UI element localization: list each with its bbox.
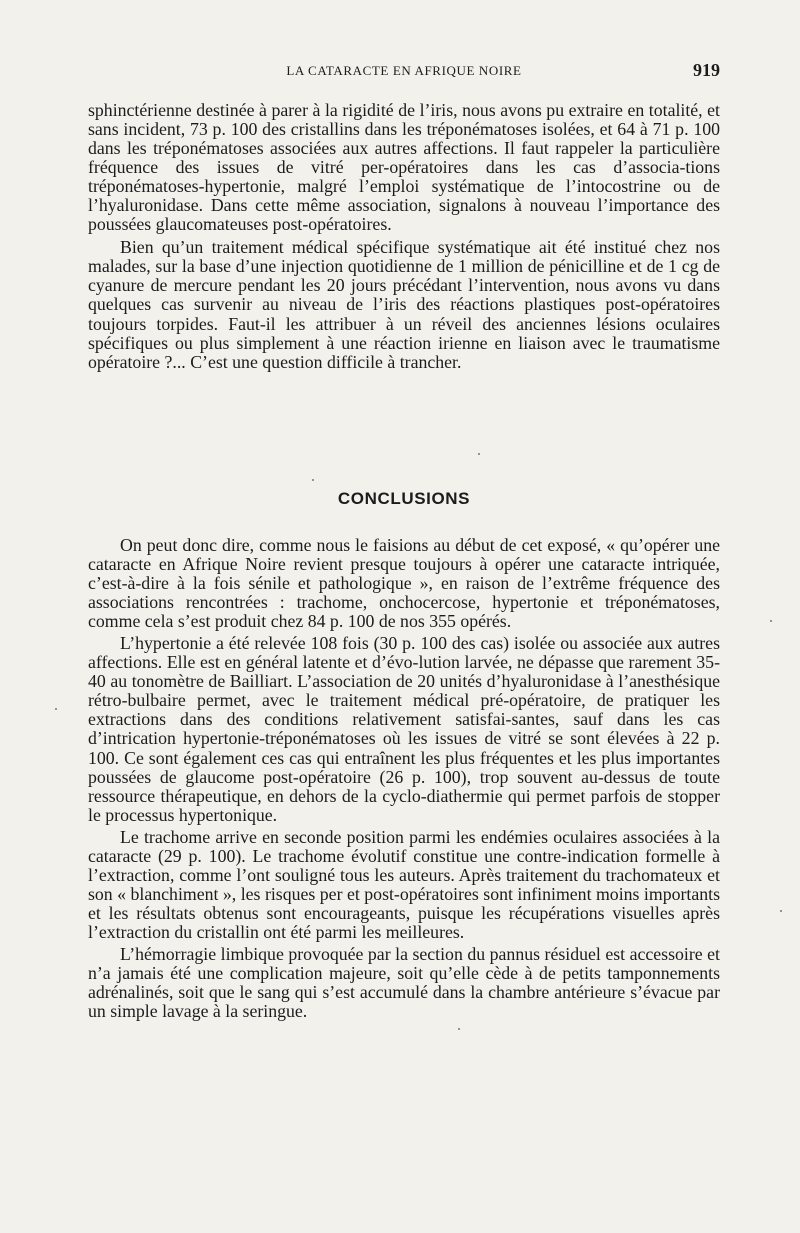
page-number: 919: [693, 60, 720, 80]
scan-speck: [312, 479, 314, 481]
conclusion-paragraph-4: L’hémorragie limbique provoquée par la section du pannus résiduel est accessoire et n’a jamais été une complication majeure, soit qu’elle cède à de petits tamponnements adrénalinés, soit que le sang qui s’est accumulé dans la chambre antérieure s’évacue par un simple lavage à la seringue.: [88, 943, 720, 1022]
scan-speck: [780, 910, 782, 912]
paragraph-treatment: Bien qu’un traitement médical spécifique systématique ait été institué chez nos malades, sur la base d’une injection quotidienne de 1 million de pénicilline et de 1 cg de cyanure de mercure pendant les 20 jours précédant l’intervention, nous avons vu dans quelques cas survenir au niveau de l’iris des réactions plastiques post-opératoires toujours torpides. Faut-il les attribuer à un réveil des anciennes lésions oculaires spécifiques ou plus simplement à une réaction irienne en liaison avec le traumatisme opératoire ?... C’est une question difficile à trancher.: [88, 237, 720, 372]
body-text: [88, 101, 720, 372]
conclusion-paragraph-1: On peut donc dire, comme nous le faisions au début de cet exposé, « qu’opérer une cataracte en Afrique Noire revient presque toujours à opérer une cataracte intriquée, c’est-à-dire à la fois sénile et pathologique », en raison de l’extrême fréquence des associations rencontrées : trachome, onchocercose, hypertonie et tréponématoses, comme cela s’est produit chez 84 p. 100 de nos 355 opérés.: [88, 535, 720, 632]
scan-speck: [55, 708, 57, 710]
conclusion-paragraph-3: Le trachome arrive en seconde position parmi les endémies oculaires associées à la cataracte (29 p. 100). Le trachome évolutif constitue une contre-indication formelle à l’extraction, comme l’ont souligné tous les auteurs. Après traitement du trachomateux et son « blanchiment », les risques per et post-opératoires sont infiniment moins importants et les résultats obtenus sont encourageants, puisque les récupérations visuelles après l’extraction du cristallin ont été parmi les meilleures.: [88, 826, 720, 942]
scan-speck: [458, 1028, 460, 1030]
section-title: CONCLUSIONS: [337, 489, 471, 508]
conclusion-paragraph-2: L’hypertonie a été relevée 108 fois (30 p. 100 des cas) isolée ou associée aux autres affections. Elle est en général latente et d’évo-lution larvée, ne dépasse que rarement 35-40 au tonomètre de Bailliart. L’association de 20 unités d’hyaluronidase à l’anesthésique rétro-bulbaire permet, avec le traitement médical pré-opératoire, de pratiquer les extractions dans des conditions relativement satisfai-santes, sauf dans les cas d’intrication hypertonie-tréponématoses où les issues de vitré se sont élevées à 22 p. 100. Ce sont également ces cas qui entraînent les plus fréquentes et les plus importantes poussées de glaucome post-opératoire (26 p. 100), trop souvent au-dessus de toute ressource thérapeutique, en dehors de la cyclo-diathermie qui permet parfois de stopper le processus hypertonique.: [88, 633, 720, 825]
scan-speck: [478, 453, 480, 455]
scan-speck: [770, 620, 772, 622]
running-title: LA CATARACTE EN AFRIQUE NOIRE: [286, 63, 522, 78]
paragraph-continuation: sphinctérienne destinée à parer à la rigidité de l’iris, nous avons pu extraire en totalité, et sans incident, 73 p. 100 des cristallins dans les tréponématoses isolées, et 64 à 71 p. 100 dans les tréponématoses associées aux autres affections. Il faut rappeler la particulière fréquence des issues de vitré per-opératoires dans les cas d’associa-tions tréponématoses-hypertonie, malgré l’emploi systématique de l’intocostrine ou de l’hyaluronidase. Dans cette même association, signalons à nouveau l’importance des poussées glaucomateuses post-opératoires.: [88, 100, 720, 235]
page-header: [88, 60, 720, 84]
conclusions-section: [88, 536, 720, 1024]
